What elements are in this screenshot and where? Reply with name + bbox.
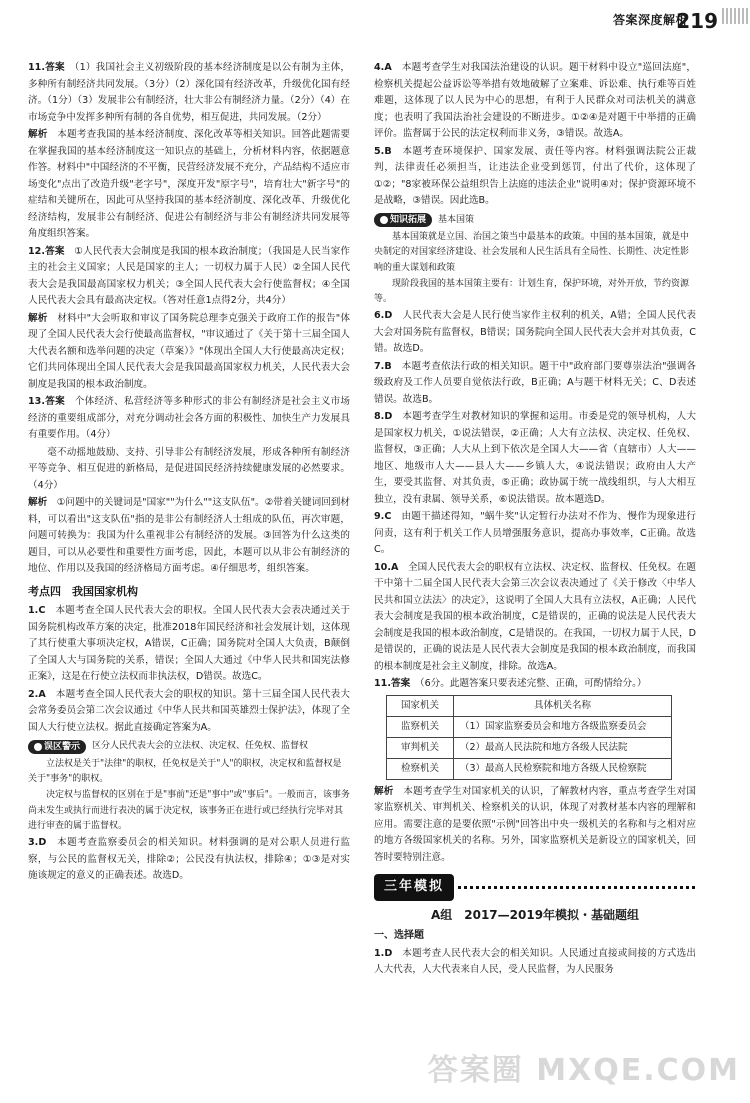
question-number: 5. xyxy=(374,145,385,157)
answer-entry xyxy=(28,127,350,243)
answer-tag: 答案 xyxy=(45,62,75,73)
note-paragraph: 基本国策就是立国、治国之策当中最基本的政策。中国的基本国策，就是中央制定的对国家经济建设、社会发展和人民生活具有全局性、长期性、决定性影响的重大谋划和政策 xyxy=(374,231,690,273)
answer-entry xyxy=(374,676,696,693)
entry-text: 本题考查学生对国家机关的认识，了解教材内容，重点考查学生对国家监察机关、审判机关、检察机关的认识，体现了对教材基本内容的理解和应用。需要注意的是要依照"示例"回答出中央一级机关的名称和与之相对应的地方各级国家机关的名称。另外，国家监察机关是新设立的国家机关，回答时要特别注意。 xyxy=(374,785,697,863)
answer-entry xyxy=(374,409,696,508)
answer-entry xyxy=(374,509,696,559)
organ-table xyxy=(386,695,672,780)
question-number: 4. xyxy=(374,62,385,73)
header-decoration xyxy=(722,8,750,24)
entry-text: 由题干描述得知，"蜗牛奖"认定暂行办法对不作为、慢作为现象进行问责，这有利于机关工作人员增强服务意识，提高办事效率，C正确。故选C。 xyxy=(374,511,696,556)
answer-tag: 解析 xyxy=(374,785,404,797)
answer-entry xyxy=(28,687,350,737)
answer-entry xyxy=(28,394,350,444)
note-heading xyxy=(28,739,350,754)
right-column xyxy=(374,60,696,980)
entry-text: ①人民代表大会制度是我国的根本政治制度；（我国是人民当家作主的社会主义国家；人民是国家的主人；一切权力属于人民）②全国人民代表大会是我国最高国家权力机关；③全国人民代表大会行使监督权；④全国人民代表大会具有最高决定权。（答对任意1点得2分，共4分） xyxy=(28,245,350,306)
entry-text: （1）我国社会主义初级阶段的基本经济制度是以公有制为主体，多种所有制经济共同发展。（3分）（2）深化国有经济改革，升级优化国有经济。（1分）（3）发展非公有制经济，壮大非公有制经济力量。（2分）（4）在市场竞争中发挥多种所有制的各自优势，相互促进，共同发展。（2分） xyxy=(28,62,351,123)
answer-tag: B xyxy=(384,360,402,372)
answer-tag: C xyxy=(384,511,402,523)
entry-text: 本题考查全国人民代表大会的职权。全国人民代表大会表决通过关于国务院机构改革方案的决定，批准2018年国民经济和社会发展计划，这体现了其行使重大事项决定权，A错误，C正确；国务院对全国人大负责，B颠倒了全国人大与国务院的关系，错误；全国人大通过《中华人民共和国宪法修正案》，这是在行使立法权而非执法权，D错误。故选C。 xyxy=(28,605,351,683)
answer-entry xyxy=(374,946,696,979)
answer-tag: C xyxy=(38,605,56,617)
table-header-cell: 具体机关名称 xyxy=(454,695,672,716)
entry-text: 本题考查人民代表大会的相关知识。人民通过直接或间接的方式选出人大代表，人大代表来自人民，受人民监督，为人民服务 xyxy=(374,947,696,976)
note-badge xyxy=(28,740,86,754)
entry-text: 本题考查我国的基本经济制度、深化改革等相关知识。回答此题需要在掌握我国的基本经济制度这一知识点的基础上，分析材料内容，依据题意作答。材料中"中国经济的不平衡，民营经济发展不充分，产品结构不适应市场变化"点出了改造升级"老字号"，深度开发"原字号"，培育壮大"新字号"的症结和关键所在，因此可从坚持我国的基本经济制度、深化改革、升级优化经济结构，发展非公有制经济、促进公有制经济与非公有制经济共同发展等角度组织答案。 xyxy=(28,129,351,239)
table-cell: （3）最高人民检察院和地方各级人民检察院 xyxy=(454,758,672,779)
answer-tag: 解析 xyxy=(28,312,58,324)
question-number: 8. xyxy=(374,411,385,423)
question-number: 11. xyxy=(28,62,45,73)
page-number: 219 xyxy=(676,9,718,33)
entry-text: 本题考查学生对教材知识的掌握和运用。市委是党的领导机构，人大是国家权力机关，①说法错误，②正确；人大有立法权、决定权、任免权、监督权，③正确；人大从上到下依次是全国人大——省（直辖市）人大——地区、地级市人大——县人大——乡镇人大，④说法错误；政府由人大产生，要受其监督、对其负责，⑤正确；政协属于统一战线组织，与人大相互独立，没有隶属、领导关系，⑥说法错误。故本题选D。 xyxy=(374,411,696,505)
table-row xyxy=(387,737,672,758)
left-column xyxy=(28,60,350,886)
table-row xyxy=(387,758,672,779)
entry-text: 全国人民代表大会的职权有立法权、决定权、监督权、任免权。在题干中第十二届全国人民代表大会第三次会议表决通过了《关于修改〈中华人民共和国立法法〉的决定》，这说明了全国人大具有立法权，A正确；人民代表大会制度是我国的根本政治制度，C是错误的，正确的说法是人民代表大会制度是我国的根本政治制度，C是错误的。在我国，一切权力属于人民，D是错误的，正确的说法是人民代表大会制度是我国的根本政治制度，而我国的根本制度是社会主义制度，排除。故选A。 xyxy=(374,561,696,672)
right-tail xyxy=(374,946,696,979)
answer-tag: D xyxy=(38,837,57,849)
answer-tag: D xyxy=(384,411,403,423)
answer-entry xyxy=(374,308,696,358)
question-number: 7. xyxy=(374,360,385,372)
table-header-cell: 国家机关 xyxy=(387,695,454,716)
table-cell: （2）最高人民法院和地方各级人民法院 xyxy=(454,737,672,758)
entry-text: 材料中"大会听取和审议了国务院总理李克强关于政府工作的报告"体现了全国人民代表大会行使最高监督权，"审议通过了《关于第十三届全国人大代表名额和选举问题的决定（草案）》"体现出全国人大行使最高决定权；它们共同体现出全国人民代表大会是我国最高国家权力机关，人民代表大会制度是我国的根本政治制度。 xyxy=(28,312,350,390)
lightbulb-icon xyxy=(380,216,388,224)
group-title: A组 2017—2019年模拟・基础题组 xyxy=(430,907,640,922)
answer-entry xyxy=(28,495,350,578)
answer-tag: 答案 xyxy=(45,245,75,257)
three-year-sim-bar xyxy=(374,874,696,900)
entry-text: 个体经济、私营经济等多种形式的非公有制经济是社会主义市场经济的重要组成部分，对充分调动社会各方面的积极性、加快生产力发展具有重要作用。（4分） xyxy=(28,396,351,440)
table-row xyxy=(387,716,672,737)
question-number: 11. xyxy=(374,678,391,690)
question-number: 9. xyxy=(374,511,385,523)
entry-text: 本题考查监察委员会的相关知识。材料强调的是对公职人员进行监察，与公民的监督权无关，排除②；公民没有执法权，排除④；①③是对实施该规定的意义的正确表述。故选D。 xyxy=(28,837,351,882)
note-heading-text: 区分人民代表大会的立法权、决定权、任免权、监督权 xyxy=(92,741,309,752)
table-cell: 审判机关 xyxy=(387,737,454,758)
answer-tag: 解析 xyxy=(28,497,57,508)
entry-text: 本题考查学生对我国法治建设的认识。题干材料中设立"巡回法庭"，检察机关提起公益诉讼等举措有效地破解了立案难、诉讼难、执行难等百姓难题，这体现了以人民为中心的思想，有利于人民群众对司法机关的满意度；也表明了我国法治社会建设的不断进步。①②④是对题干中举措的正确评价。监督属于公民的法定权利而非义务，③错误。故选A。 xyxy=(374,62,696,139)
question-number: 13. xyxy=(28,396,45,407)
answer-tag: D xyxy=(384,310,403,322)
note-badge xyxy=(374,213,432,227)
answer-tag: A xyxy=(384,62,402,73)
answer-tag: 解析 xyxy=(28,129,58,140)
answer-entry xyxy=(28,603,350,686)
entry-text: 本题考查依法行政的相关知识。题干中"政府部门要尊崇法治"强调各级政府及工作人员要自觉依法行政，B正确；A与题干材料无关；C、D表述错误。故选B。 xyxy=(374,360,696,405)
answer-tag: A xyxy=(391,561,409,573)
watermark: 答案圈 MXQE.COM xyxy=(427,1053,740,1089)
section-title: 考点四 我国国家机构 xyxy=(28,584,138,598)
note-heading xyxy=(374,213,696,228)
table-header-row xyxy=(387,695,672,716)
right-entries xyxy=(374,60,696,693)
question-number: 2. xyxy=(28,688,39,700)
note-paragraph: 现阶段我国的基本国策主要有：计划生育，保护环境，对外开放，节约资源等。 xyxy=(374,278,690,305)
entry-text: 本题考查环境保护、国家发展、责任等内容。材料强调法院公正裁判，法律责任必须担当，让违法企业受到惩罚，付出了代价，这体现了①②；"8家被环保公益组织告上法庭的违法企业"说明④对；保护资源环境不是战略，③错误。因此选B。 xyxy=(374,145,697,206)
three-year-sim-badge: 三年模拟 xyxy=(374,874,454,900)
question-number: 12. xyxy=(28,245,45,257)
answer-entry xyxy=(28,311,350,394)
answer-tag: A xyxy=(38,688,56,700)
answer-tag: B xyxy=(384,145,403,157)
note-heading-text: 基本国策 xyxy=(438,214,475,225)
question-number: 10. xyxy=(374,561,391,573)
question-number: 6. xyxy=(374,310,385,322)
part-title: 一、选择题 xyxy=(374,930,424,942)
dotted-rule xyxy=(458,886,696,889)
answer-entry xyxy=(374,60,696,143)
entry-text: 本题考查全国人民代表大会的职权的知识。第十三届全国人民代表大会常务委员会第二次会议通过《中华人民共和国英雄烈士保护法》，体现了全国人大行使立法权。据此直接确定答案为A。 xyxy=(28,688,350,733)
answer-entry xyxy=(374,560,696,676)
header-title: 答案深度解析 xyxy=(612,13,688,27)
question-number: 1. xyxy=(28,605,39,617)
lightbulb-icon xyxy=(34,743,42,751)
note-badge-label: 误区警示 xyxy=(44,742,81,753)
note-paragraph: 决定权与监督权的区别在于是"事前"还是"事中"或"事后"。一般而言，该事务尚未发生或执行而进行表决的属于决定权，该事务正在进行或已经执行完毕对其进行审查的属于监督权。 xyxy=(28,790,350,832)
answer-entry xyxy=(28,244,350,310)
answer-entry xyxy=(374,359,696,409)
entry-text: ①问题中的关键词是"国家""为什么""这支队伍"。②带着关键词回到材料，可以看出"这支队伍"指的是非公有制经济人士组成的队伍，再次审题，问题可转换为：我国为什么重视非公有制经济的发展。③回答为什么这类的题目，可以从必要性和重要性方面考虑，因此，本题可以从非公有制经济的地位、作用以及我国的经济格局方面考虑。④仔细思考，组织答案。 xyxy=(28,497,350,574)
answer-entry xyxy=(374,144,696,210)
note-paragraph: 立法权是关于"法律"的职权，任免权是关于"人"的职权，决定权和监督权是关于"事务"的职权。 xyxy=(28,758,342,785)
note-badge-label: 知识拓展 xyxy=(390,215,427,226)
answer-tag: 答案 xyxy=(45,396,75,407)
table-cell: （1）国家监察委员会和地方各级监察委员会 xyxy=(454,716,672,737)
answer-tag: D xyxy=(384,947,403,959)
question-number: 1. xyxy=(374,947,385,959)
page-header xyxy=(0,0,750,33)
question-number: 3. xyxy=(28,837,39,849)
right-after-table xyxy=(374,784,696,867)
answer-entry xyxy=(28,835,350,885)
entry-text: （6分。此题答案只要表述完整、正确，可酌情给分。） xyxy=(419,678,647,690)
answer-entry xyxy=(374,784,696,867)
answer-tag: 答案 xyxy=(391,678,420,690)
table-cell: 监察机关 xyxy=(387,716,454,737)
answer-paragraph: 毫不动摇地鼓励、支持、引导非公有制经济发展，形成各种所有制经济平等竞争、相互促进的新格局，是促进国民经济持续健康发展的必然要求。（4分） xyxy=(28,446,350,491)
entry-text: 人民代表大会是人民行使当家作主权利的机关，A错；全国人民代表大会对国务院有监督权，B错误；国务院向全国人民代表大会并对其负责，C错。故选D。 xyxy=(374,310,697,355)
answer-entry xyxy=(28,60,350,126)
table-cell: 检察机关 xyxy=(387,758,454,779)
